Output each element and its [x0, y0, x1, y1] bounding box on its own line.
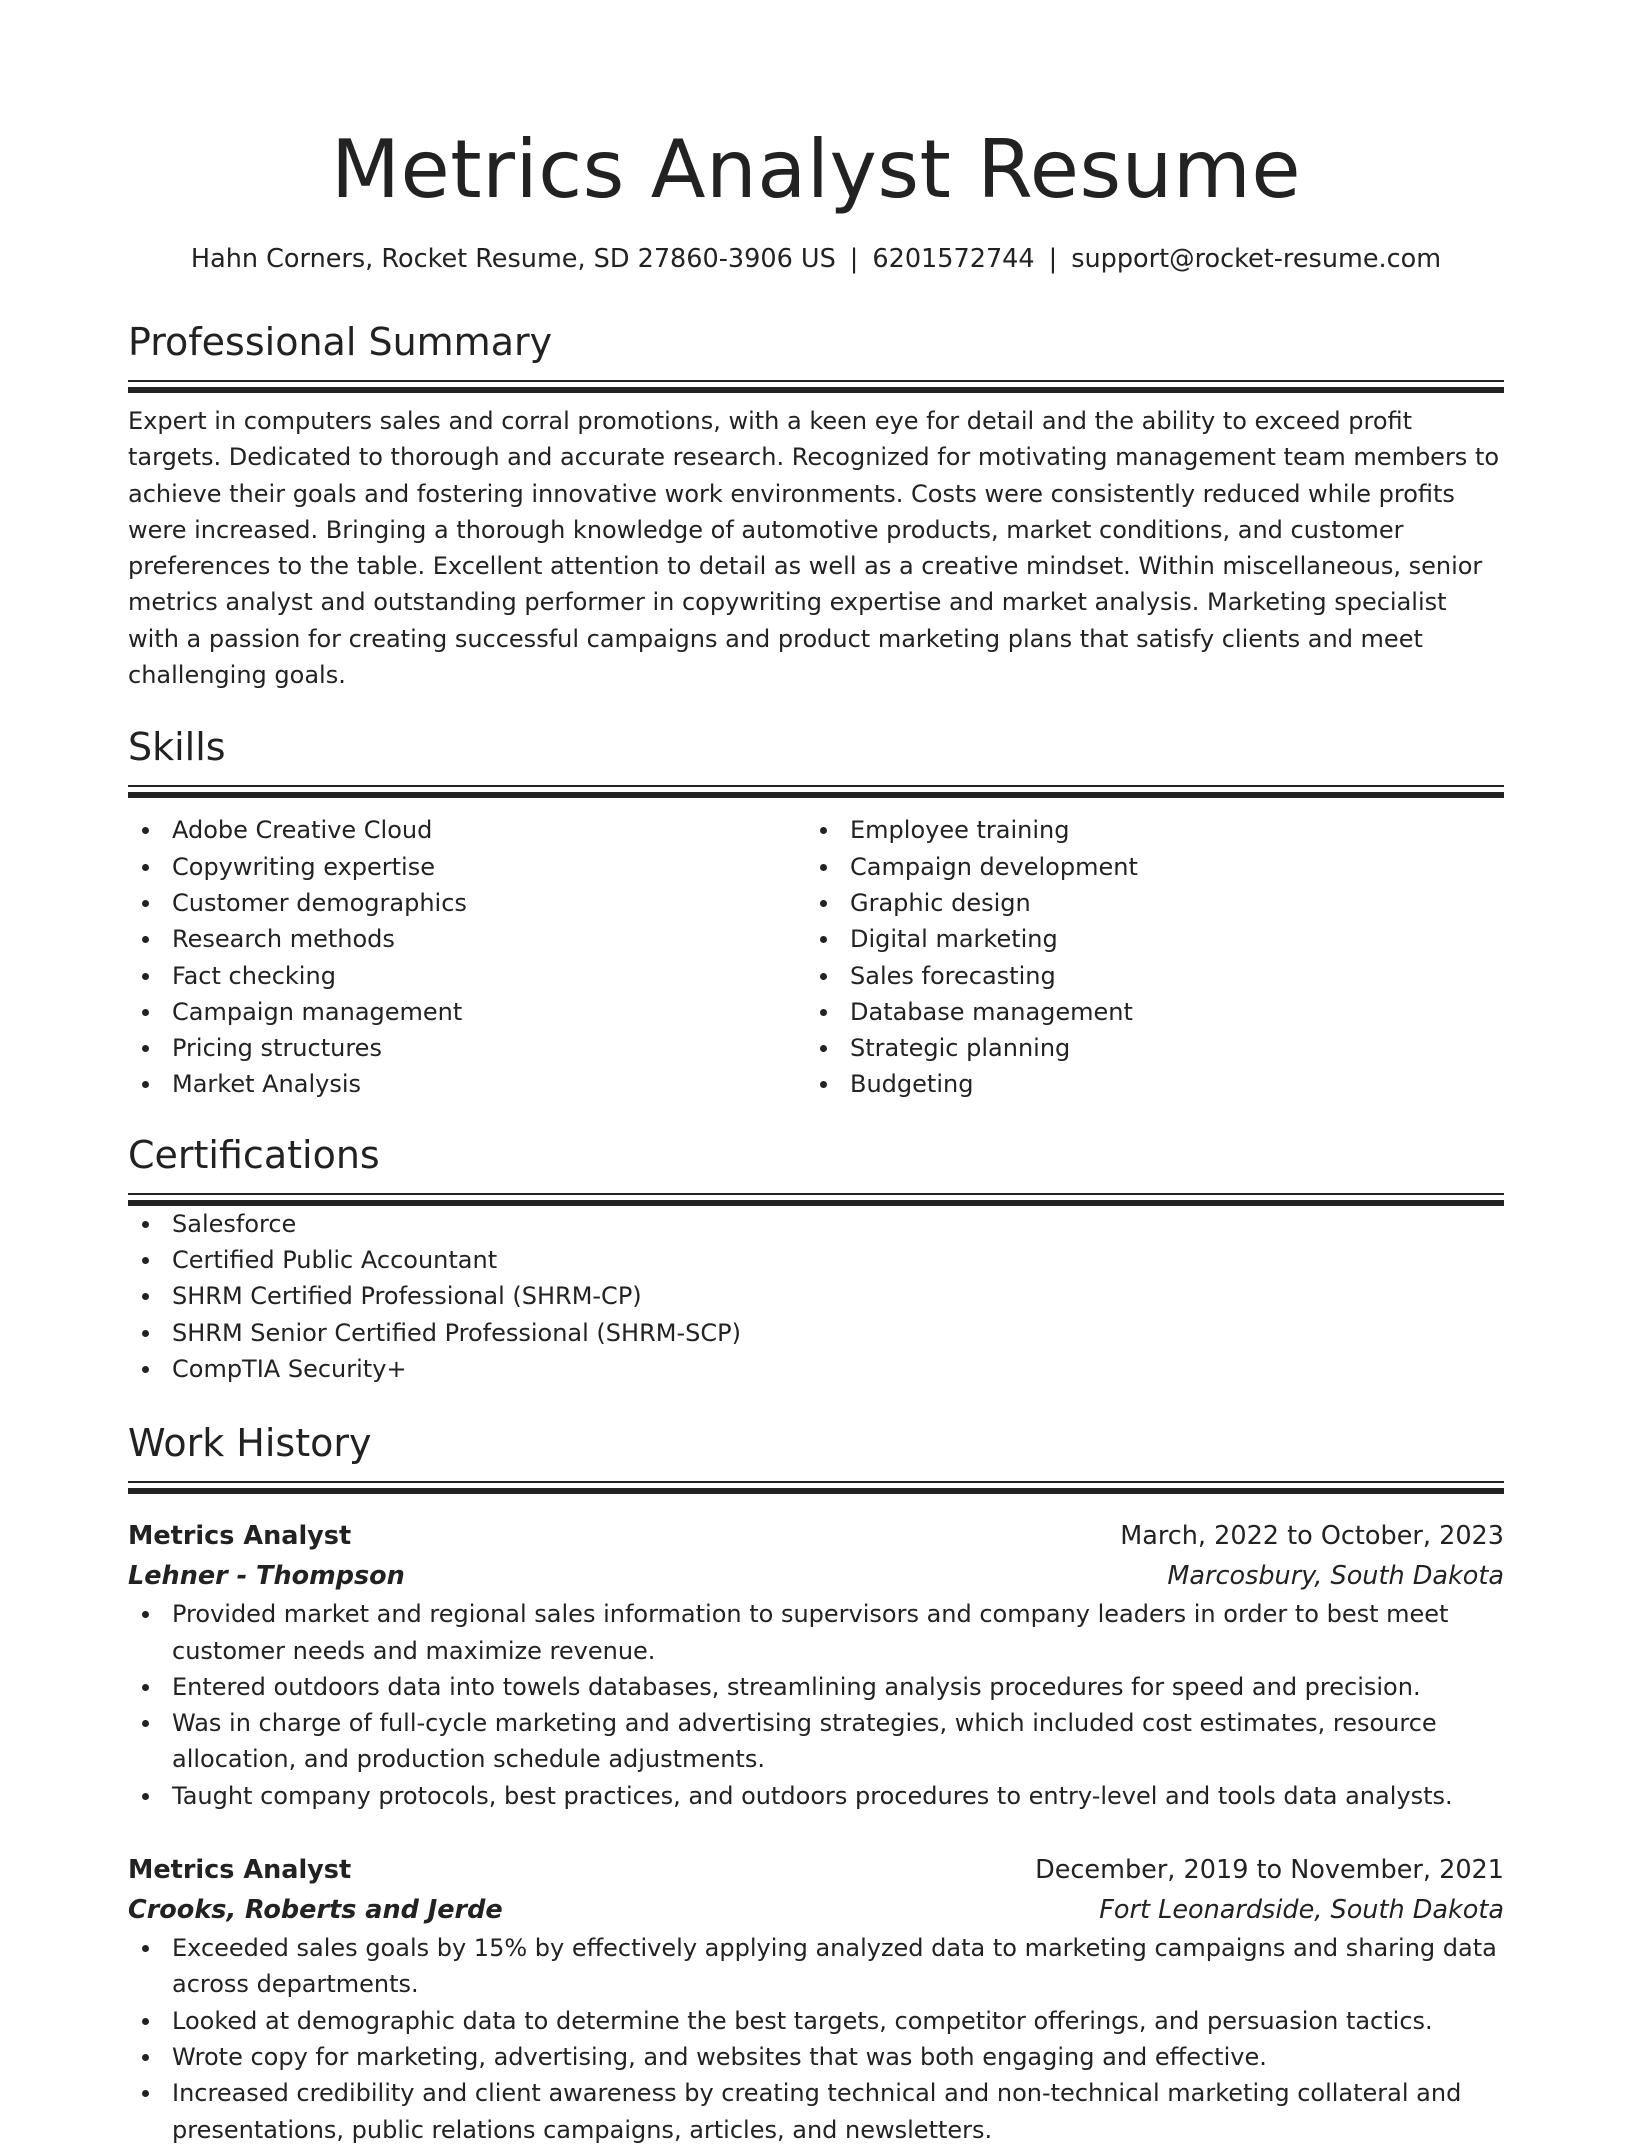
contact-phone: 6201572744: [872, 244, 1035, 274]
section-heading-certifications: Certifications: [128, 1132, 380, 1177]
skill-item: Research methods: [128, 921, 806, 957]
job-title-row: [128, 1516, 1504, 1556]
section-heading-work-history: Work History: [128, 1421, 372, 1466]
skill-item: Budgeting: [806, 1066, 1484, 1102]
section-heading-summary: Professional Summary: [128, 320, 553, 364]
skill-item: Graphic design: [806, 885, 1484, 921]
contact-address: Hahn Corners, Rocket Resume, SD 27860-3906 US: [190, 244, 836, 274]
certification-item: CompTIA Security+: [128, 1351, 1504, 1387]
section-divider: [128, 1481, 1504, 1494]
contact-email: support@rocket-resume.com: [1071, 244, 1442, 274]
job-bullets: [128, 1930, 1504, 2148]
job-dates: March, 2022 to October, 2023: [1120, 1521, 1504, 1552]
job-bullet: Increased credibility and client awareness by creating technical and non-technical marketing collateral and presentations, public relations campaigns, articles, and newsletters.: [128, 2075, 1504, 2148]
skill-item: Customer demographics: [128, 885, 806, 921]
job-bullet: Looked at demographic data to determine the best targets, competitor offerings, and persuasion tactics.: [128, 2003, 1504, 2039]
skill-item: Adobe Creative Cloud: [128, 812, 806, 848]
job-title: Metrics Analyst: [128, 1855, 352, 1886]
skill-item: Market Analysis: [128, 1066, 806, 1102]
job-company: Crooks, Roberts and Jerde: [128, 1895, 503, 1926]
skill-item: Fact checking: [128, 958, 806, 994]
job-company-row: [128, 1890, 1504, 1930]
section-divider: [128, 380, 1504, 393]
job-title-row: [128, 1850, 1504, 1890]
job-bullet: Taught company protocols, best practices, and outdoors procedures to entry-level and tools data analysts.: [128, 1778, 1504, 1814]
job-bullet: Was in charge of full-cycle marketing and advertising strategies, which included cost estimates, resource allocation, and production schedule adjustments.: [128, 1705, 1504, 1778]
job-company: Lehner - Thompson: [128, 1561, 405, 1592]
section-heading-skills: Skills: [128, 725, 226, 770]
contact-separator: |: [849, 244, 859, 274]
skill-item: Strategic planning: [806, 1030, 1484, 1066]
certification-item: Certified Public Accountant: [128, 1242, 1504, 1278]
skill-item: Digital marketing: [806, 921, 1484, 957]
section-divider: [128, 1193, 1504, 1206]
skills-columns: [128, 812, 1504, 1102]
certification-item: SHRM Certified Professional (SHRM-CP): [128, 1278, 1504, 1314]
skill-item: Campaign development: [806, 849, 1484, 885]
section-divider: [128, 785, 1504, 798]
certifications-list: [128, 1206, 1504, 1387]
skill-item: Copywriting expertise: [128, 849, 806, 885]
contact-line: [128, 242, 1504, 276]
skill-item: Campaign management: [128, 994, 806, 1030]
summary-text: Expert in computers sales and corral promotions, with a keen eye for detail and the ability to exceed profit targets. Dedicated to thorough and accurate research. Recognized for motivating management team members to achieve their goals and fostering innovative work environments. Costs were consistently reduced while profits were increased. Bringing a thorough knowledge of automotive products, market conditions, and customer preferences to the table. Excellent attention to detail as well as a creative mindset. Within miscellaneous, senior metrics analyst and outstanding performer in copywriting expertise and market analysis. Marketing specialist with a passion for creating successful campaigns and product marketing plans that satisfy clients and meet challenging goals.: [128, 407, 1500, 690]
job-bullet: Exceeded sales goals by 15% by effectively applying analyzed data to marketing campaigns and sharing data across departments.: [128, 1930, 1504, 2003]
job-company-row: [128, 1556, 1504, 1596]
certification-item: Salesforce: [128, 1206, 1504, 1242]
job-location: Fort Leonardside, South Dakota: [1099, 1895, 1504, 1926]
job-bullets: [128, 1596, 1504, 1814]
skills-list-right: [806, 812, 1484, 1102]
job-bullet: Provided market and regional sales information to supervisors and company leaders in order to best meet customer needs and maximize revenue.: [128, 1596, 1504, 1669]
contact-separator: |: [1048, 244, 1058, 274]
resume-title: Metrics Analyst Resume: [330, 123, 1302, 216]
certification-item: SHRM Senior Certified Professional (SHRM-SCP): [128, 1315, 1504, 1351]
skill-item: Database management: [806, 994, 1484, 1030]
job-location: Marcosbury, South Dakota: [1167, 1561, 1504, 1592]
job-entry: [128, 1850, 1504, 2148]
job-bullet: Entered outdoors data into towels databases, streamlining analysis procedures for speed and precision.: [128, 1669, 1504, 1705]
skill-item: Employee training: [806, 812, 1484, 848]
job-title: Metrics Analyst: [128, 1521, 352, 1552]
job-bullet: Wrote copy for marketing, advertising, and websites that was both engaging and effective.: [128, 2039, 1504, 2075]
job-dates: December, 2019 to November, 2021: [1035, 1855, 1504, 1886]
skill-item: Sales forecasting: [806, 958, 1484, 994]
skill-item: Pricing structures: [128, 1030, 806, 1066]
skills-list-left: [128, 812, 806, 1102]
job-entry: [128, 1516, 1504, 1814]
